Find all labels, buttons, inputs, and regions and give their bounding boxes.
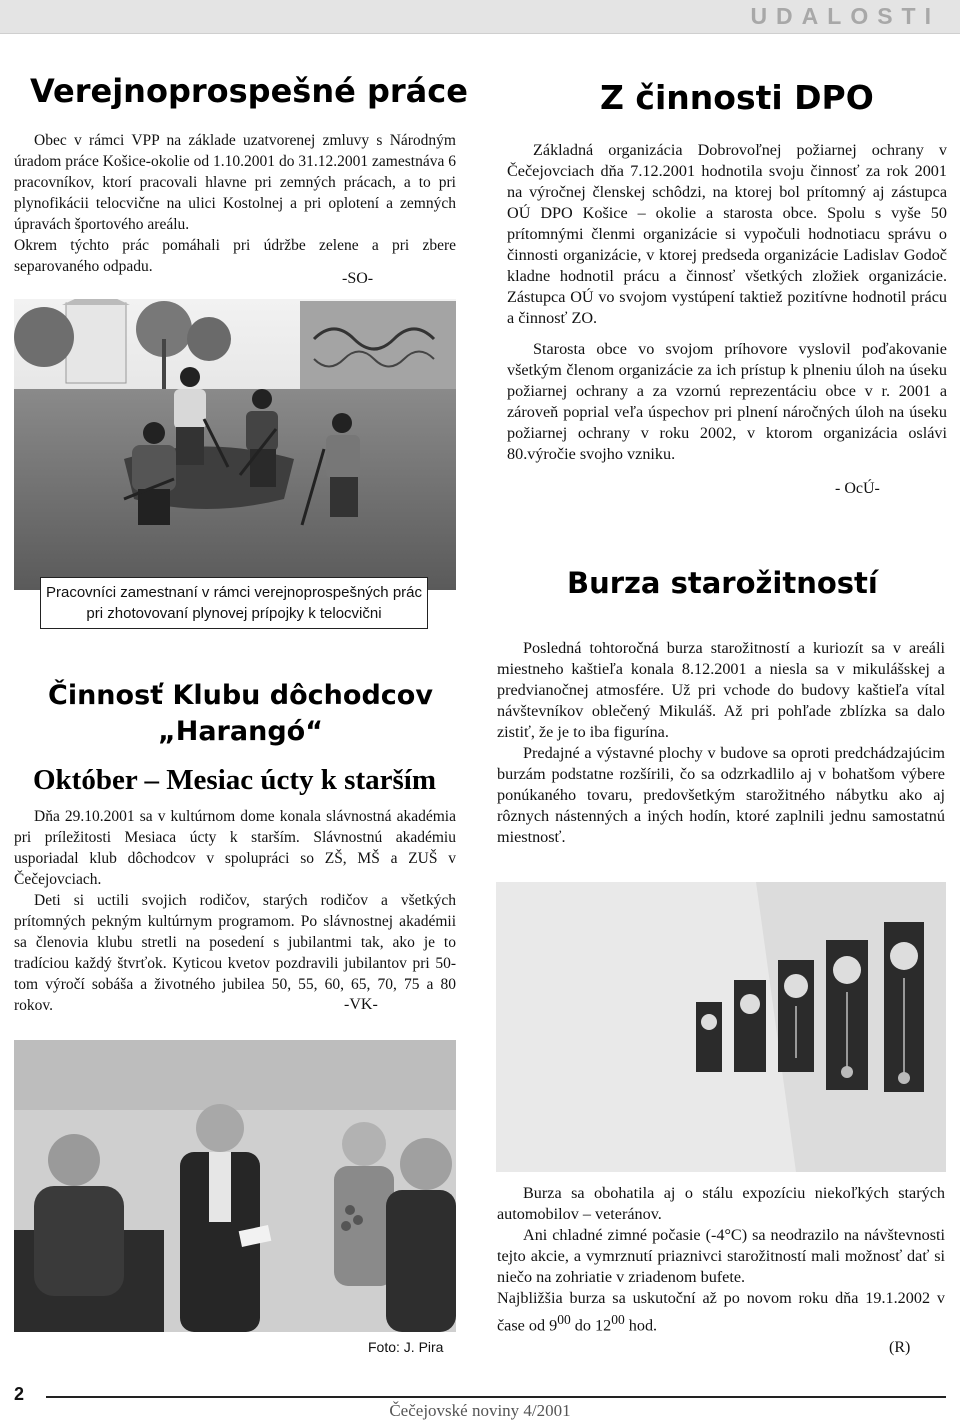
article-body-klub <box>14 806 456 1016</box>
page-number: 2 <box>14 1384 25 1404</box>
photo-workers <box>14 299 456 590</box>
paragraph: Posledná tohtoročná burza starožitností a kuriozít sa v areáli miestneho kaštieľa konala 8.12.2001 a niesla sa v mikulášskej a predvianočnej atmosfére. Už pri vchode do budovy kaštieľa vítal návštevníkov oblečený Mikuláš. Až pri pohľade zblízka sa dalo zistiť, že je to iba figurína. <box>497 639 945 741</box>
article-subtitle-klub: Október – Mesiac úcty k starším <box>33 764 436 796</box>
article-title-klub: Činnosť Klubu dôchodcov <box>48 680 433 711</box>
article-title-burza: Burza starožitností <box>567 566 878 600</box>
photo-clocks <box>496 882 946 1172</box>
photo-caption-workers <box>40 577 428 629</box>
paragraph: Základná organizácia Dobrovoľnej požiarnej ochrany v Čečejovciach dňa 7.12.2001 hodnotila svoju činnosť za rok 2001 na výročnej členskej schôdzi, na ktorej bol prítomný aj zástupca OÚ DPO Košice – okolie a starosta obce. Spolu s vyše 50 prítomnými členmi organizácie si vypočuli hodnotiacu správu o činnosti organizácie, v ktorej predseda organizácie Ladislav Godoč kladne hodnotil prácu a činnosť všetkých zložiek organizácie. Zástupca OÚ vo svojom vystúpení taktiež pozitívne hodnotil prácu a činnosť ZO. <box>507 141 947 327</box>
paragraph: Dňa 29.10.2001 sa v kultúrnom dome konala slávnostná akadémia pri príležitosti Mesiaca úcty k starším. Slávnostnú akadémiu usporiadal klub dôchodcov v spolupráci so ZŠ, MŠ a ZUŠ v Čečejovciach. <box>14 808 456 888</box>
paragraph: Burza sa obohatila aj o stálu expozíciu niekoľkých starých automobilov – veteránov. <box>497 1184 945 1223</box>
signature: (R) <box>889 1339 911 1356</box>
paragraph: Okrem týchto prác pomáhali pri údržbe zelene a pri zbere separovaného odpadu. <box>14 237 456 275</box>
paragraph: Deti si uctili svojich rodičov, starých rodičov a všetkých prítomných pekným kultúrnym programom. Po slávnostnej akadémii sa členovia klubu stretli na posedení s jubilantmi tak, ako je to tradíciou každý štvrťok. Kyticou kvetov pozdravili jubilantov pri 50-tom výročí sobáša a životného jubilea 50, 55, 60, 65, 70, 75 a 80 rokov. <box>14 892 456 1014</box>
caption-line: Pracovníci zamestnaní v rámci verejnoprospešných prác <box>46 584 422 601</box>
article-body-burza <box>497 638 945 848</box>
article-title-dpo: Z činnosti DPO <box>600 78 874 117</box>
paragraph: Najbližšia burza sa uskutoční až po novom roku dňa 19.1.2002 v čase od $9^{00}$ do $12^{00}$ hod. <box>497 1289 945 1335</box>
article-body-vpp <box>14 130 456 277</box>
paragraph: Predajné a výstavné plochy v budove sa oproti predchádzajúcim burzám podstatne rozšírili, čo sa odzrkadlilo aj v bohatšom výbere ponúkaného tovaru, predovšetkým starožitného nábytku ako aj rôznych nástenných a iných hodín, ktoré zaplnili jednu samostatnú miestnosť. <box>497 744 945 846</box>
article-body-burza-continued <box>497 1183 945 1336</box>
photo-jubilants <box>14 1040 456 1332</box>
article-title-harango: „Harangó“ <box>158 716 323 747</box>
photo-credit: Foto: J. Pira <box>368 1339 444 1355</box>
paragraph: Ani chladné zimné počasie (-4°C) sa neodrazilo na návštevnosti tejto akcie, a vymrznutí priaznivci starožitností mali možnosť dať si niečo na zohriatie v zriadenom bufete. <box>497 1226 945 1286</box>
signature: -SO- <box>342 270 374 287</box>
signature: -VK- <box>344 996 378 1013</box>
footer-rule <box>46 1396 946 1398</box>
article-title-vpp: Verejnoprospešné práce <box>30 72 468 110</box>
article-body-dpo <box>507 140 947 465</box>
paragraph: Starosta obce vo svojom príhovore vyslovil poďakovanie všetkým členom organizácie za ich prístup k plneniu úloh na úseku požiarnej ochrany a za vzornú reprezentáciu obce v r. 2001 a zároveň poprial veľa úspechov pri plnení náročných úloh na úseku požiarnej ochrany v roku 2002, v ktorom organizácia oslávi 80.výročie svojho vzniku. <box>507 340 947 463</box>
caption-line: pri zhotovovaní plynovej prípojky k telocvični <box>86 605 382 622</box>
section-label: UDALOSTI <box>750 3 940 29</box>
paragraph: Obec v rámci VPP na základe uzatvorenej zmluvy s Národným úradom práce Košice-okolie od 1.10.2001 do 31.12.2001 zamestnáva 6 pracovníkov, ktorí pracovali hlavne pri zemných prácach, a to pri plynofikácii telocvične na ulici Kostolnej a pri oplotení a zemných úpravách športového areálu. <box>14 132 456 233</box>
publication-title: Čečejovské noviny 4/2001 <box>389 1401 571 1420</box>
signature: - OcÚ- <box>835 480 880 497</box>
